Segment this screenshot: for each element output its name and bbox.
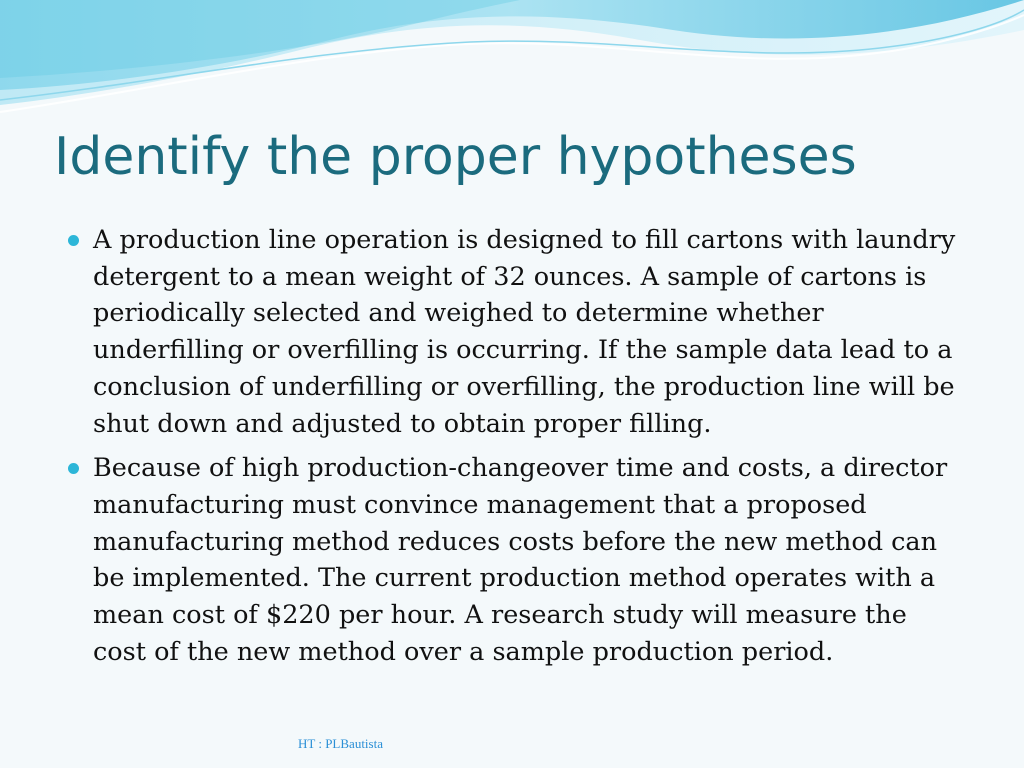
footer-credit: HT : PLBautista: [298, 736, 383, 751]
bullet-item-1: [66, 222, 966, 442]
slide-title: Identify the proper hypotheses: [54, 127, 857, 187]
bullet-text: A production line operation is designed to fill cartons with laundry detergent to a mean weight of 32 ounces. A sample of cartons is periodically selected and weighed to determine whether underfilling or overfilling is occurring. If the sample data lead to a conclusion of underfilling or overfilling, the production line will be shut down and adjusted to obtain proper filling.: [93, 225, 956, 439]
bullet-text: Because of high production-changeover time and costs, a director manufacturing must convince management that a proposed manufacturing method reduces costs before the new method can be implemented. The current production method operates with a mean cost of $220 per hour. A research study will measure the cost of the new method over a sample production period.: [93, 453, 948, 667]
bullet-icon: [68, 463, 79, 474]
bullet-item-2: [66, 450, 966, 670]
bullet-list: [66, 222, 966, 678]
header-wave-decoration: [0, 0, 1024, 120]
bullet-icon: [68, 235, 79, 246]
